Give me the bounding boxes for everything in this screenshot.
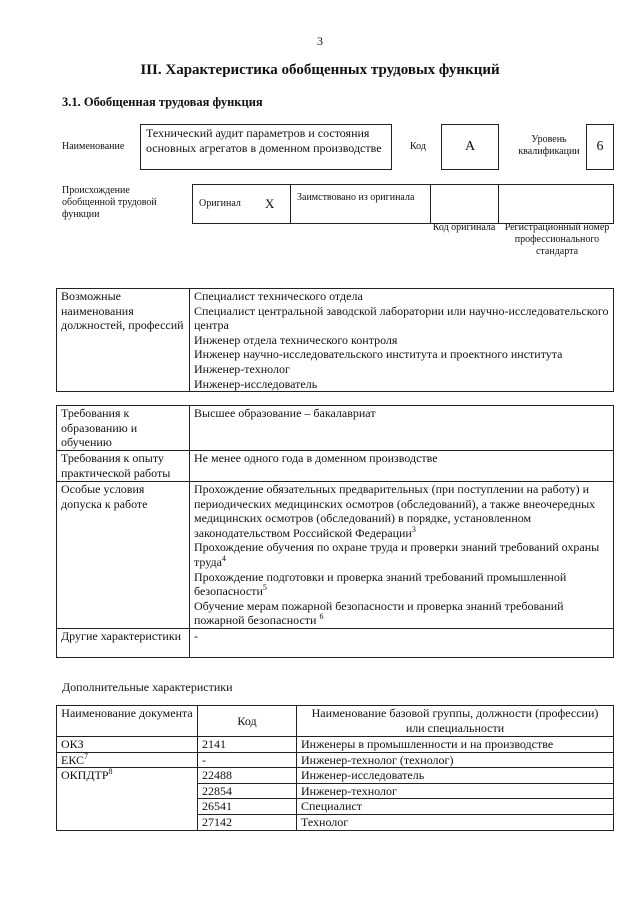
name-cell: Инженер-технолог (технолог) bbox=[297, 752, 614, 768]
table-row bbox=[57, 628, 614, 657]
code-cell: 22488 bbox=[198, 768, 297, 784]
origin-row bbox=[192, 184, 614, 224]
page-number: 3 bbox=[317, 34, 323, 48]
footnote-ref: 4 bbox=[221, 553, 226, 563]
divider bbox=[498, 185, 499, 223]
list-item: Инженер научно-исследовательского института и проектного института bbox=[194, 347, 563, 362]
code-cell: - bbox=[198, 752, 297, 768]
code-cell: 2141 bbox=[198, 737, 297, 753]
doc-cell: ЕКС$^7$ bbox=[57, 752, 198, 768]
table-row bbox=[57, 289, 614, 392]
additional-title: Дополнительные характеристики bbox=[62, 680, 233, 694]
section-title: III. Характеристика обобщенных трудовых функций bbox=[140, 62, 500, 78]
code-cell: 26541 bbox=[198, 799, 297, 815]
positions-values bbox=[190, 289, 614, 392]
name-cell: Технолог bbox=[297, 814, 614, 830]
footnote-ref: 3 bbox=[411, 524, 416, 534]
code-value: А bbox=[441, 124, 499, 170]
doc-cell: ОКЗ bbox=[57, 737, 198, 753]
positions-label: Возможные наименования должностей, профессий bbox=[57, 289, 190, 392]
list-item: Обучение мерам пожарной безопасности и проверка знаний требований пожарной безопасности $^6$ bbox=[194, 598, 564, 628]
other-value: - bbox=[190, 628, 614, 657]
table-row bbox=[57, 768, 614, 784]
education-value: Высшее образование – бакалавриат bbox=[190, 406, 614, 451]
code-label: Код bbox=[410, 141, 426, 152]
subsection-title: 3.1. Обобщенная трудовая функция bbox=[62, 95, 263, 109]
name-cell: Специалист bbox=[297, 799, 614, 815]
table-row bbox=[57, 737, 614, 753]
table-header-row bbox=[57, 706, 614, 737]
requirements-table bbox=[56, 405, 614, 658]
additional-table bbox=[56, 705, 614, 831]
borrowed-label: Заимствовано из оригинала bbox=[297, 192, 415, 203]
original-mark: X bbox=[265, 196, 275, 211]
origin-label: Происхождение обобщенной трудовой функции bbox=[62, 185, 157, 220]
name-label: Наименование bbox=[62, 141, 125, 152]
name-cell: Инженеры в промышленности и на производстве bbox=[297, 737, 614, 753]
experience-label: Требования к опыту практической работы bbox=[57, 451, 190, 482]
column-header-document: Наименование документа bbox=[57, 706, 198, 737]
original-label: Оригинал bbox=[199, 198, 241, 209]
list-item: Прохождение обязательных предварительных (при поступлении на работу) и периодических медицинских осмотров (обследований), а также внеочередных медицинских осмотров (обследований) в порядке, установленном законодательством Российской Федерации$^3$ bbox=[194, 482, 596, 540]
positions-table bbox=[56, 288, 614, 392]
divider bbox=[430, 185, 431, 223]
doc-cell: ОКПДТР$^8$ bbox=[57, 768, 198, 830]
name-value: Технический аудит параметров и состояния основных агрегатов в доменном производстве bbox=[140, 124, 392, 170]
list-item: Специалист технического отдела bbox=[194, 289, 363, 303]
list-item: Инженер-технолог bbox=[194, 361, 290, 376]
list-item: Прохождение подготовки и проверка знаний требований промышленной безопасности$^5$ bbox=[194, 569, 567, 599]
experience-value: Не менее одного года в доменном производстве bbox=[190, 451, 614, 482]
table-row bbox=[57, 752, 614, 768]
code-cell: 27142 bbox=[198, 814, 297, 830]
name-cell: Инженер-исследователь bbox=[297, 768, 614, 784]
table-row bbox=[57, 406, 614, 451]
table-row bbox=[57, 482, 614, 629]
footnote-ref: 6 bbox=[319, 612, 324, 622]
name-cell: Инженер-технолог bbox=[297, 783, 614, 799]
column-header-name: Наименование базовой группы, должности (профессии) или специальности bbox=[297, 706, 614, 737]
divider bbox=[290, 185, 291, 223]
column-header-code: Код bbox=[198, 706, 297, 737]
list-item: Инженер отдела технического контроля bbox=[194, 332, 398, 347]
list-item: Прохождение обучения по охране труда и проверки знаний требований охраны труда$^4$ bbox=[194, 540, 600, 569]
footnote-ref: 5 bbox=[262, 583, 267, 593]
level-label: Уровень квалификации bbox=[518, 134, 580, 157]
conditions-label: Особые условия допуска к работе bbox=[57, 482, 190, 629]
list-item: Специалист центральной заводской лаборатории или научно-исследовательского центра bbox=[194, 303, 609, 333]
code-cell: 22854 bbox=[198, 783, 297, 799]
other-label: Другие характеристики bbox=[57, 628, 190, 657]
conditions-values bbox=[190, 482, 614, 629]
education-label: Требования к образованию и обучению bbox=[57, 406, 190, 451]
code-original-label: Код оригинала bbox=[432, 222, 496, 233]
reg-number-label: Регистрационный номер профессионального стандарта bbox=[504, 222, 610, 257]
table-row bbox=[57, 451, 614, 482]
list-item: Инженер-исследователь bbox=[194, 376, 318, 391]
level-value: 6 bbox=[586, 124, 614, 170]
